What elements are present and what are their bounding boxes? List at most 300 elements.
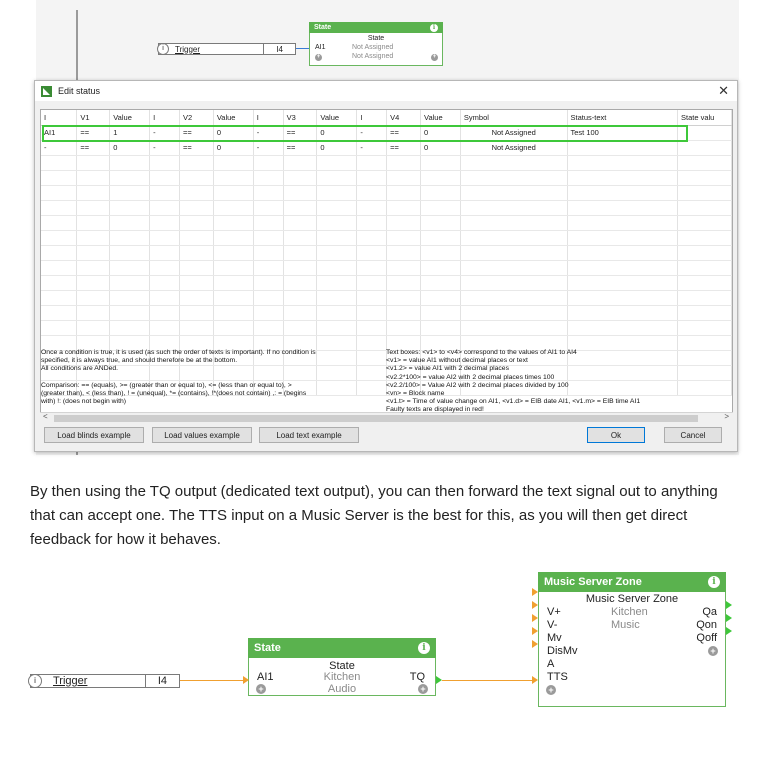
empty-cell — [387, 245, 421, 260]
music-input-a: A — [547, 658, 555, 670]
help-line: <v1> = value AI1 without decimal places or text — [386, 357, 528, 365]
empty-cell — [179, 245, 213, 260]
cell[interactable]: - — [253, 125, 283, 140]
app-icon — [41, 86, 52, 97]
empty-cell — [317, 290, 357, 305]
empty-cell — [110, 215, 150, 230]
empty-cell — [567, 320, 678, 335]
trigger-name: Trigger — [53, 675, 88, 687]
dialog-title: Edit status — [58, 86, 101, 96]
empty-cell — [421, 170, 461, 185]
empty-row — [41, 230, 732, 245]
empty-cell — [213, 275, 253, 290]
empty-cell — [213, 245, 253, 260]
empty-cell — [678, 155, 732, 170]
close-icon[interactable]: ✕ — [718, 83, 729, 98]
empty-row — [41, 200, 732, 215]
empty-cell — [253, 230, 283, 245]
empty-cell — [213, 215, 253, 230]
empty-cell — [253, 305, 283, 320]
cell[interactable]: == — [283, 140, 317, 155]
empty-cell — [77, 320, 110, 335]
empty-cell — [421, 290, 461, 305]
cell[interactable]: 0 — [421, 140, 461, 155]
empty-cell — [387, 215, 421, 230]
info-icon[interactable]: i — [418, 642, 430, 654]
output-port-icon — [726, 601, 732, 609]
empty-cell — [110, 230, 150, 245]
edit-status-dialog — [34, 80, 738, 452]
empty-cell — [317, 200, 357, 215]
empty-cell — [77, 230, 110, 245]
empty-cell — [41, 290, 77, 305]
empty-cell — [150, 245, 180, 260]
empty-cell — [150, 155, 180, 170]
empty-row — [41, 335, 732, 350]
empty-cell — [357, 170, 387, 185]
empty-cell — [150, 185, 180, 200]
empty-cell — [460, 320, 567, 335]
scroll-right-icon[interactable]: > — [724, 412, 729, 421]
col-header[interactable]: Value — [317, 110, 357, 125]
empty-cell — [150, 200, 180, 215]
empty-cell — [213, 230, 253, 245]
empty-cell — [421, 185, 461, 200]
state-row2-value: Audio — [327, 683, 357, 695]
empty-cell — [421, 215, 461, 230]
col-header[interactable]: Value — [213, 110, 253, 125]
music-block-subtitle: Music Server Zone — [585, 593, 679, 605]
empty-cell — [179, 155, 213, 170]
empty-cell — [283, 305, 317, 320]
trigger-input[interactable] — [30, 674, 180, 688]
empty-cell — [357, 305, 387, 320]
empty-cell — [253, 155, 283, 170]
state-block-top[interactable] — [309, 22, 443, 66]
empty-cell — [387, 185, 421, 200]
empty-cell — [283, 245, 317, 260]
empty-row — [41, 185, 732, 200]
empty-cell — [460, 230, 567, 245]
empty-cell — [41, 320, 77, 335]
empty-cell — [150, 215, 180, 230]
music-input-dismv: DisMv — [547, 645, 578, 657]
empty-cell — [213, 200, 253, 215]
col-header[interactable]: I — [150, 110, 180, 125]
cell[interactable]: AI1 — [41, 125, 77, 140]
state-row2-value: Not Assigned — [352, 53, 394, 60]
scroll-left-icon[interactable]: < — [43, 412, 48, 421]
empty-cell — [110, 320, 150, 335]
trigger-input-id: I4 — [145, 675, 179, 687]
cell[interactable]: == — [387, 140, 421, 155]
empty-cell — [253, 200, 283, 215]
empty-cell — [317, 320, 357, 335]
help-line: <v1.t> = Time of value change on AI1, <v1.d> = EIB date AI1, <v1.m> = EIB time AI1 — [386, 398, 641, 406]
empty-cell — [460, 335, 567, 350]
music-mid-value: Kitchen — [611, 606, 648, 618]
empty-cell — [41, 230, 77, 245]
cancel-button[interactable]: Cancel — [664, 427, 722, 443]
empty-cell — [213, 260, 253, 275]
empty-cell — [678, 215, 732, 230]
empty-row — [41, 170, 732, 185]
empty-cell — [567, 245, 678, 260]
empty-cell — [460, 200, 567, 215]
state-block-body — [248, 658, 436, 696]
help-line: Faulty texts are displayed in red! — [386, 406, 484, 414]
empty-cell — [110, 275, 150, 290]
col-header[interactable]: V2 — [179, 110, 213, 125]
cell[interactable]: == — [179, 140, 213, 155]
empty-cell — [317, 185, 357, 200]
help-line: specified, it is always true, and should therefore be at the bottom. — [41, 357, 238, 365]
empty-cell — [283, 230, 317, 245]
empty-cell — [567, 230, 678, 245]
col-header[interactable]: I — [357, 110, 387, 125]
cell[interactable]: 0 — [213, 125, 253, 140]
empty-cell — [150, 230, 180, 245]
empty-cell — [460, 260, 567, 275]
empty-cell — [179, 230, 213, 245]
empty-cell — [421, 275, 461, 290]
empty-cell — [179, 170, 213, 185]
empty-cell — [213, 320, 253, 335]
input-port-icon — [532, 588, 538, 596]
empty-cell — [150, 170, 180, 185]
empty-cell — [150, 260, 180, 275]
music-server-block[interactable] — [538, 572, 726, 707]
empty-cell — [150, 275, 180, 290]
music-output-qa: Qa — [702, 606, 717, 618]
state-block-header — [248, 638, 436, 658]
empty-cell — [110, 185, 150, 200]
col-header[interactable]: State valu — [678, 110, 732, 125]
empty-cell — [387, 305, 421, 320]
plus-circle-icon[interactable]: + — [432, 54, 437, 60]
cell[interactable]: - — [150, 125, 180, 140]
empty-cell — [678, 335, 732, 350]
empty-cell — [357, 320, 387, 335]
state-block[interactable] — [248, 638, 436, 696]
state-input-label: AI1 — [315, 44, 326, 51]
empty-cell — [357, 155, 387, 170]
empty-cell — [110, 200, 150, 215]
cell[interactable]: Test 100 — [567, 125, 678, 140]
empty-cell — [387, 290, 421, 305]
state-block-title: State — [254, 642, 281, 654]
empty-cell — [678, 245, 732, 260]
empty-cell — [460, 170, 567, 185]
help-line: <vn> = Block name — [386, 390, 445, 398]
cell[interactable]: 0 — [421, 125, 461, 140]
input-port-icon — [532, 640, 538, 648]
empty-cell — [357, 290, 387, 305]
empty-cell — [253, 290, 283, 305]
empty-cell — [213, 290, 253, 305]
music-output-qoff: Qoff — [696, 632, 717, 644]
empty-cell — [41, 185, 77, 200]
empty-cell — [283, 170, 317, 185]
empty-cell — [678, 290, 732, 305]
empty-cell — [179, 305, 213, 320]
state-block-title: State — [314, 24, 332, 31]
plus-circle-icon[interactable]: + — [546, 685, 556, 695]
empty-cell — [567, 290, 678, 305]
cell[interactable]: == — [77, 140, 110, 155]
empty-cell — [421, 305, 461, 320]
empty-cell — [41, 275, 77, 290]
empty-cell — [387, 155, 421, 170]
col-header[interactable]: I — [41, 110, 77, 125]
input-port-icon — [243, 676, 249, 684]
help-line: All conditions are ANDed. — [41, 365, 119, 373]
input-port-icon — [532, 601, 538, 609]
empty-cell — [460, 245, 567, 260]
empty-cell — [110, 305, 150, 320]
state-block-body — [309, 33, 443, 66]
cell[interactable]: Not Assigned — [460, 125, 567, 140]
empty-cell — [253, 275, 283, 290]
info-icon[interactable]: i — [708, 576, 720, 588]
cell[interactable]: 1 — [110, 125, 150, 140]
empty-cell — [283, 155, 317, 170]
empty-cell — [283, 335, 317, 350]
empty-cell — [357, 200, 387, 215]
col-header[interactable]: Value — [421, 110, 461, 125]
state-block-subtitle: State — [329, 660, 355, 672]
empty-cell — [213, 185, 253, 200]
empty-cell — [357, 230, 387, 245]
empty-cell — [110, 155, 150, 170]
empty-cell — [421, 320, 461, 335]
empty-cell — [460, 305, 567, 320]
trigger-name: Trigger — [175, 44, 201, 54]
col-header[interactable]: I — [253, 110, 283, 125]
empty-cell — [41, 215, 77, 230]
canvas-line — [76, 452, 78, 455]
cell[interactable]: 0 — [317, 140, 357, 155]
empty-cell — [387, 170, 421, 185]
empty-cell — [253, 320, 283, 335]
state-block-header — [309, 22, 443, 33]
cell[interactable]: 0 — [110, 140, 150, 155]
empty-cell — [678, 305, 732, 320]
empty-cell — [283, 185, 317, 200]
empty-cell — [77, 200, 110, 215]
info-icon: i — [28, 674, 42, 688]
empty-cell — [357, 215, 387, 230]
cell[interactable]: - — [41, 140, 77, 155]
empty-cell — [678, 170, 732, 185]
empty-cell — [317, 335, 357, 350]
empty-cell — [283, 275, 317, 290]
col-header[interactable]: V4 — [387, 110, 421, 125]
cell[interactable]: == — [387, 125, 421, 140]
cell[interactable]: 0 — [213, 140, 253, 155]
load-values-button[interactable]: Load values example — [152, 427, 252, 443]
load-text-button[interactable]: Load text example — [259, 427, 359, 443]
empty-row — [41, 275, 732, 290]
empty-cell — [77, 245, 110, 260]
music-input-vminus: V- — [547, 619, 558, 631]
empty-cell — [213, 170, 253, 185]
empty-cell — [179, 335, 213, 350]
load-blinds-button[interactable]: Load blinds example — [44, 427, 144, 443]
empty-cell — [678, 275, 732, 290]
empty-cell — [460, 185, 567, 200]
music-input-mv: Mv — [547, 632, 562, 644]
empty-cell — [460, 275, 567, 290]
empty-cell — [317, 215, 357, 230]
empty-cell — [421, 230, 461, 245]
empty-cell — [567, 155, 678, 170]
state-block-subtitle: State — [367, 35, 385, 42]
empty-cell — [387, 230, 421, 245]
cell[interactable] — [567, 140, 678, 155]
empty-cell — [253, 260, 283, 275]
empty-cell — [283, 290, 317, 305]
col-header[interactable]: V3 — [283, 110, 317, 125]
empty-row — [41, 260, 732, 275]
body-paragraph: By then using the TQ output (dedicated text output), you can then forward the text signal out to anything that can accept one. The TTS input on a Music Server is the best for this, as you will then get direct feedback for how it behaves. — [30, 483, 718, 548]
empty-cell — [110, 245, 150, 260]
music-input-vplus: V+ — [547, 606, 561, 618]
cell[interactable]: Not Assigned — [460, 140, 567, 155]
empty-cell — [421, 200, 461, 215]
dialog-titlebar — [35, 81, 737, 101]
cell[interactable]: 0 — [317, 125, 357, 140]
empty-cell — [678, 200, 732, 215]
empty-cell — [41, 305, 77, 320]
empty-cell — [567, 185, 678, 200]
col-header[interactable]: V1 — [77, 110, 110, 125]
empty-cell — [387, 260, 421, 275]
cell[interactable]: == — [283, 125, 317, 140]
empty-row — [41, 320, 732, 335]
empty-cell — [150, 305, 180, 320]
empty-cell — [77, 335, 110, 350]
empty-cell — [421, 335, 461, 350]
empty-cell — [179, 260, 213, 275]
empty-row — [41, 305, 732, 320]
empty-cell — [421, 260, 461, 275]
empty-cell — [357, 260, 387, 275]
empty-cell — [150, 335, 180, 350]
plus-circle-icon[interactable]: + — [418, 684, 428, 694]
state-output-label: TQ — [409, 671, 425, 683]
empty-cell — [179, 320, 213, 335]
music-block-body — [538, 592, 726, 707]
music-block-title: Music Server Zone — [544, 576, 642, 588]
help-line: <v1.2> = value AI1 with 2 decimal places — [386, 365, 509, 373]
empty-cell — [567, 200, 678, 215]
col-header[interactable]: Value — [110, 110, 150, 125]
empty-cell — [460, 290, 567, 305]
empty-cell — [77, 170, 110, 185]
table-header-row — [41, 110, 732, 125]
cell[interactable]: - — [150, 140, 180, 155]
cell[interactable]: - — [253, 140, 283, 155]
empty-cell — [77, 290, 110, 305]
empty-cell — [77, 185, 110, 200]
empty-cell — [110, 260, 150, 275]
col-header[interactable]: Symbol — [460, 110, 567, 125]
empty-cell — [567, 170, 678, 185]
empty-cell — [317, 155, 357, 170]
empty-row — [41, 245, 732, 260]
empty-cell — [678, 260, 732, 275]
cell[interactable]: == — [179, 125, 213, 140]
empty-cell — [110, 335, 150, 350]
empty-cell — [678, 185, 732, 200]
empty-cell — [179, 185, 213, 200]
empty-cell — [421, 245, 461, 260]
input-port-icon — [532, 676, 538, 684]
info-icon: i — [157, 43, 169, 55]
empty-cell — [253, 215, 283, 230]
empty-cell — [179, 215, 213, 230]
music-block-header — [538, 572, 726, 592]
plus-circle-icon[interactable]: + — [316, 54, 321, 60]
config-diagram-bottom — [0, 560, 768, 758]
help-line: with) !: (does not begin with) — [41, 398, 127, 406]
empty-cell — [41, 260, 77, 275]
empty-cell — [41, 170, 77, 185]
cell[interactable]: - — [357, 140, 387, 155]
empty-cell — [77, 275, 110, 290]
empty-cell — [77, 215, 110, 230]
empty-cell — [567, 305, 678, 320]
empty-cell — [150, 320, 180, 335]
ok-button[interactable]: Ok — [587, 427, 645, 443]
input-port-icon — [532, 614, 538, 622]
info-icon[interactable]: i — [430, 24, 438, 32]
cell[interactable]: - — [357, 125, 387, 140]
empty-cell — [357, 335, 387, 350]
canvas-line — [76, 10, 78, 80]
empty-cell — [317, 275, 357, 290]
empty-cell — [421, 155, 461, 170]
selected-row-highlight — [42, 125, 688, 142]
empty-cell — [387, 200, 421, 215]
plus-circle-icon[interactable]: + — [708, 646, 718, 656]
wire — [442, 680, 534, 681]
scroll-thumb[interactable] — [54, 415, 698, 422]
empty-cell — [77, 155, 110, 170]
col-header[interactable]: Status-text — [567, 110, 678, 125]
empty-cell — [41, 335, 77, 350]
help-line: Once a condition is true, it is used (as such the order of texts is important). If no condition is — [41, 349, 316, 356]
output-port-icon — [726, 627, 732, 635]
input-port-icon — [532, 627, 538, 635]
empty-cell — [317, 305, 357, 320]
cell[interactable] — [678, 140, 732, 155]
trigger-input[interactable] — [158, 43, 296, 55]
empty-row — [41, 290, 732, 305]
empty-cell — [317, 170, 357, 185]
empty-cell — [283, 320, 317, 335]
help-line: Comparison: == (equals), >= (greater than or equal to), <= (less than or equal to), > — [41, 381, 292, 389]
help-text-right — [386, 349, 736, 415]
empty-cell — [357, 185, 387, 200]
cell[interactable]: == — [77, 125, 110, 140]
empty-cell — [253, 335, 283, 350]
table-row[interactable] — [41, 140, 732, 155]
trigger-input-id: I4 — [263, 44, 295, 54]
empty-cell — [253, 170, 283, 185]
plus-circle-icon[interactable]: + — [256, 684, 266, 694]
